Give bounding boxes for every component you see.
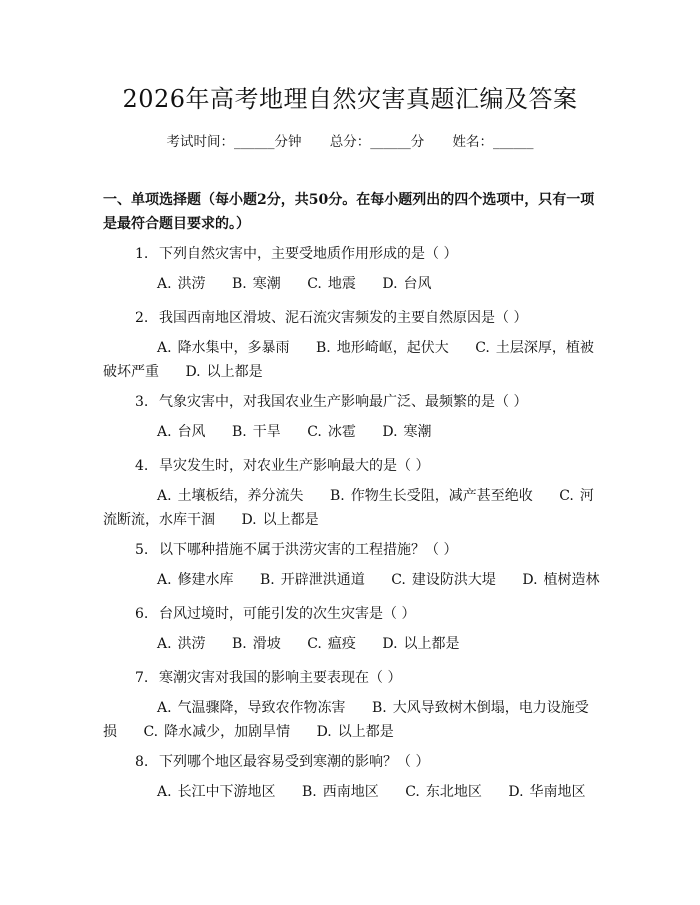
question-7-options <box>103 696 603 744</box>
option-b: B. 地形崎岖，起伏大 <box>316 340 449 356</box>
total-score-field: 总分：______分 <box>329 134 425 150</box>
option-b: B. 寒潮 <box>232 276 281 292</box>
question-number: 4. <box>135 458 149 474</box>
option-c: C. 冰雹 <box>307 424 356 440</box>
exam-meta <box>0 132 700 152</box>
section-heading: 一、单项选择题（每小题2分，共50分。在每小题列出的四个选项中，只有一项是最符合题目要求的。） <box>103 192 595 232</box>
option-c: C. 东北地区 <box>405 784 482 800</box>
question-number: 6. <box>135 606 149 622</box>
question-number: 3. <box>135 394 149 410</box>
option-d: D. 以上都是 <box>185 364 263 380</box>
exam-time-field: 考试时间：______分钟 <box>166 134 302 150</box>
option-d: D. 寒潮 <box>382 424 432 440</box>
question-7 <box>135 668 605 688</box>
question-text: 旱灾发生时，对农业生产影响最大的是（ ） <box>159 458 430 474</box>
question-number: 8. <box>135 754 149 770</box>
name-field: 姓名：______ <box>452 134 534 150</box>
question-5-options <box>157 568 602 592</box>
option-b: B. 干旱 <box>232 424 281 440</box>
question-3 <box>135 392 605 412</box>
option-c: C. 地震 <box>307 276 356 292</box>
question-1 <box>135 244 605 264</box>
question-text: 下列自然灾害中，主要受地质作用形成的是（ ） <box>159 246 458 262</box>
question-4-options <box>103 484 603 532</box>
option-c: C. 河流断流，水库干涸 <box>103 488 594 528</box>
question-number: 2. <box>135 310 149 326</box>
question-text: 以下哪种措施不属于洪涝灾害的工程措施？（ ） <box>159 542 458 558</box>
question-text: 寒潮灾害对我国的影响主要表现在（ ） <box>159 670 402 686</box>
question-text: 气象灾害中，对我国农业生产影响最广泛、最频繁的是（ ） <box>159 394 528 410</box>
option-a: A. 长江中下游地区 <box>157 784 276 800</box>
option-d: D. 华南地区 <box>508 784 586 800</box>
option-a: A. 修建水库 <box>157 572 234 588</box>
option-a: A. 台风 <box>157 424 206 440</box>
page-title: 2026年高考地理自然灾害真题汇编及答案 <box>122 85 578 113</box>
question-6-options <box>157 632 657 656</box>
question-6 <box>135 604 605 624</box>
question-4 <box>135 456 605 476</box>
option-a: A. 洪涝 <box>157 636 206 652</box>
question-1-options <box>157 272 657 296</box>
option-a: A. 土壤板结，养分流失 <box>157 488 304 504</box>
option-c: C. 建设防洪大堤 <box>391 572 496 588</box>
option-a: A. 气温骤降，导致农作物冻害 <box>157 700 346 716</box>
option-c: C. 土层深厚，植被破坏严重 <box>103 340 594 380</box>
option-b: B. 作物生长受阻，减产甚至绝收 <box>330 488 533 504</box>
option-d: D. 以上都是 <box>241 512 319 528</box>
option-b: B. 滑坡 <box>232 636 281 652</box>
option-a: A. 洪涝 <box>157 276 206 292</box>
option-b: B. 西南地区 <box>302 784 379 800</box>
option-b: B. 大风导致树木倒塌，电力设施受损 <box>103 700 589 740</box>
option-d: D. 以上都是 <box>382 636 460 652</box>
question-8-options <box>157 780 657 804</box>
question-number: 5. <box>135 542 149 558</box>
question-2 <box>135 308 605 328</box>
question-number: 1. <box>135 246 149 262</box>
question-8 <box>135 752 605 772</box>
question-number: 7. <box>135 670 149 686</box>
option-a: A. 降水集中，多暴雨 <box>157 340 290 356</box>
option-d: D. 植树造林 <box>522 572 600 588</box>
question-2-options <box>103 336 603 384</box>
option-b: B. 开辟泄洪通道 <box>260 572 365 588</box>
question-5 <box>135 540 605 560</box>
question-3-options <box>157 420 657 444</box>
question-text: 我国西南地区滑坡、泥石流灾害频发的主要自然原因是（ ） <box>159 310 528 326</box>
option-d: D. 台风 <box>382 276 432 292</box>
question-text: 下列哪个地区最容易受到寒潮的影响？（ ） <box>159 754 430 770</box>
option-c: C. 瘟疫 <box>307 636 356 652</box>
option-d: D. 以上都是 <box>316 724 394 740</box>
option-c: C. 降水减少，加剧旱情 <box>143 724 291 740</box>
question-text: 台风过境时，可能引发的次生灾害是（ ） <box>159 606 416 622</box>
